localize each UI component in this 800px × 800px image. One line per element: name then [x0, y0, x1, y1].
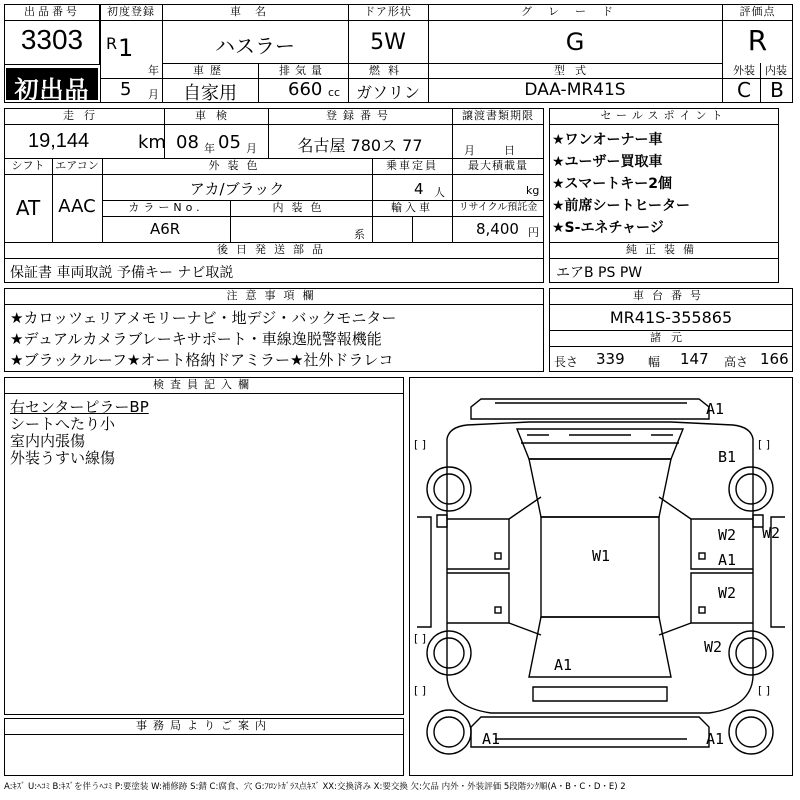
capacity-label: 乗車定員: [386, 159, 438, 172]
car-outline: [409, 377, 793, 776]
registration-label: 登録番号: [326, 109, 394, 122]
bracket-mark: [ ]: [758, 438, 771, 451]
inspection-year-unit: 年: [204, 142, 215, 155]
first-reg-label: 初度登録: [107, 5, 155, 18]
int-color-label: 内装色: [272, 201, 330, 214]
damage-mark: B1: [718, 448, 737, 466]
grade: G: [565, 28, 585, 56]
history-label: 車歴: [193, 64, 227, 77]
recycle-label: リサイクル預託金: [458, 202, 538, 213]
damage-mark: W2: [718, 526, 737, 544]
era: R: [106, 34, 118, 53]
length: 339: [596, 350, 625, 368]
exterior-grade: C: [737, 78, 751, 102]
damage-mark: A1: [706, 730, 725, 748]
chassis-label: 車台番号: [633, 289, 709, 302]
score: R: [747, 24, 768, 57]
transfer-day-unit: 日: [504, 144, 515, 157]
score-label: 評価点: [739, 5, 776, 18]
transfer-label: 譲渡書類期限: [462, 109, 534, 122]
color-no: A6R: [150, 220, 181, 238]
inspector-line: 右センターピラーBP: [10, 398, 149, 416]
fuel-label: 燃料: [369, 64, 407, 77]
later-parts: 保証書 車両取説 予備キー ナビ取説: [10, 265, 234, 281]
year-unit: 年: [148, 64, 159, 77]
aircon: AAC: [58, 196, 96, 217]
mileage-unit: km: [138, 132, 166, 153]
height: 166: [760, 350, 789, 368]
ext-color-label: 外装色: [208, 159, 266, 172]
grade-label: グレード: [521, 5, 629, 18]
transfer-month-unit: 月: [464, 144, 475, 157]
displacement: 660: [288, 79, 323, 100]
displacement-unit: cc: [328, 86, 341, 99]
width-label: 幅: [648, 355, 661, 369]
exterior-label: 外装: [733, 64, 755, 77]
bracket-mark: [ ]: [758, 684, 771, 697]
damage-mark: A1: [554, 656, 573, 674]
legend: A:ｷｽﾞ U:ﾍｺﾐ B:ｷｽﾞを伴うﾍｺﾐ P:要塗装 W:補修跡 S:錆 C:腐食、穴 G:ﾌﾛﾝﾄｶﾞﾗｽ点ｷｽﾞ XX:交換済み X:要交換 欠:欠品 内外・外装評価 5段階ﾗﾝｸ順(A・B・C・D・E) 2: [4, 782, 626, 792]
first-reg-year: 1: [118, 34, 134, 62]
inspection-label: 車検: [195, 109, 237, 122]
office-label: 事務局よりご案内: [136, 719, 272, 732]
door-label: ドア形状: [364, 5, 412, 18]
damage-mark: W2: [704, 638, 723, 656]
mileage-label: 走行: [63, 109, 105, 122]
lot-number: 3303: [20, 24, 84, 55]
length-label: 長さ: [554, 355, 579, 369]
specs-label: 諸元: [650, 331, 692, 344]
model-label: 型式: [554, 64, 596, 77]
history: 自家用: [183, 83, 237, 104]
later-parts-label: 後日発送部品: [217, 243, 331, 256]
inspection-month: 05: [218, 132, 241, 153]
damage-mark: A1: [718, 551, 737, 569]
interior-label: 内装: [765, 64, 787, 77]
chassis-number: MR41S-355865: [609, 308, 733, 327]
damage-mark: A1: [706, 400, 725, 418]
sales-point-item: ★ユーザー買取車: [552, 154, 663, 170]
first-listing-text: 初出品: [14, 76, 90, 104]
sales-point-item: ★スマートキー2個: [552, 176, 673, 192]
aircon-label: エアコン: [55, 159, 99, 172]
displacement-label: 排気量: [279, 64, 327, 77]
inspector-line: 室内内張傷: [10, 432, 86, 450]
bracket-mark: [ ]: [414, 684, 427, 697]
standard-equipment: エアB PS PW: [556, 265, 643, 281]
width: 147: [680, 350, 709, 368]
damage-mark: W2: [762, 524, 781, 542]
sales-point-item: ★ワンオーナー車: [552, 132, 663, 148]
car-name-label: 車名: [230, 5, 280, 18]
note-line: ★デュアルカメラブレーキサポート・車線逸脱警報機能: [10, 330, 382, 348]
model: DAA-MR41S: [524, 80, 626, 100]
ext-color: アカ/ブラック: [189, 180, 285, 198]
sales-point-item: ★S-エネチャージ: [552, 220, 664, 236]
lot-label: 出品番号: [24, 5, 80, 18]
max-load-unit: kg: [526, 184, 540, 197]
damage-mark: A1: [482, 730, 501, 748]
capacity-unit: 人: [434, 186, 445, 199]
interior-grade: B: [770, 78, 784, 102]
inspector-line: 外装うすい線傷: [10, 449, 116, 467]
sales-points-label: セールスポイント: [600, 109, 728, 122]
recycle-unit: 円: [528, 226, 539, 239]
import-label: 輸入車: [391, 201, 433, 214]
registration: 名古屋 780ス 77: [297, 136, 423, 155]
fuel: ガソリン: [355, 83, 420, 102]
shift-label: シフト: [11, 159, 45, 172]
height-label: 高さ: [724, 355, 749, 369]
inspector-label: 検査員記入欄: [153, 378, 255, 391]
month-unit: 月: [148, 88, 159, 101]
car-name: ハスラー: [215, 34, 295, 58]
first-reg-month: 5: [120, 79, 132, 100]
inspector-line: シートへたり小: [10, 415, 116, 433]
capacity: 4: [414, 180, 424, 198]
bracket-mark: [ ]: [414, 438, 427, 451]
notes-label: 注意事項欄: [226, 289, 322, 302]
recycle: 8,400: [476, 220, 519, 238]
damage-mark: W2: [718, 584, 737, 602]
inspection-month-unit: 月: [246, 142, 257, 155]
color-no-label: カラーNo.: [128, 201, 204, 214]
note-line: ★カロッツェリアメモリーナビ・地デジ・バックモニター: [10, 309, 397, 327]
inspection-year: 08: [176, 132, 199, 153]
door: 5W: [370, 30, 406, 55]
standard-label: 純正装備: [626, 243, 702, 256]
mileage: 19,144: [28, 130, 90, 152]
damage-mark: W1: [592, 547, 611, 565]
shift: AT: [15, 196, 41, 220]
max-load-label: 最大積載量: [468, 159, 528, 172]
bracket-mark: [ ]: [414, 632, 427, 645]
sales-point-item: ★前席シートヒーター: [552, 198, 690, 214]
int-color-suffix: 系: [354, 228, 365, 241]
note-line: ★ブラックルーフ★オート格納ドアミラー★社外ドラレコ: [10, 351, 394, 369]
